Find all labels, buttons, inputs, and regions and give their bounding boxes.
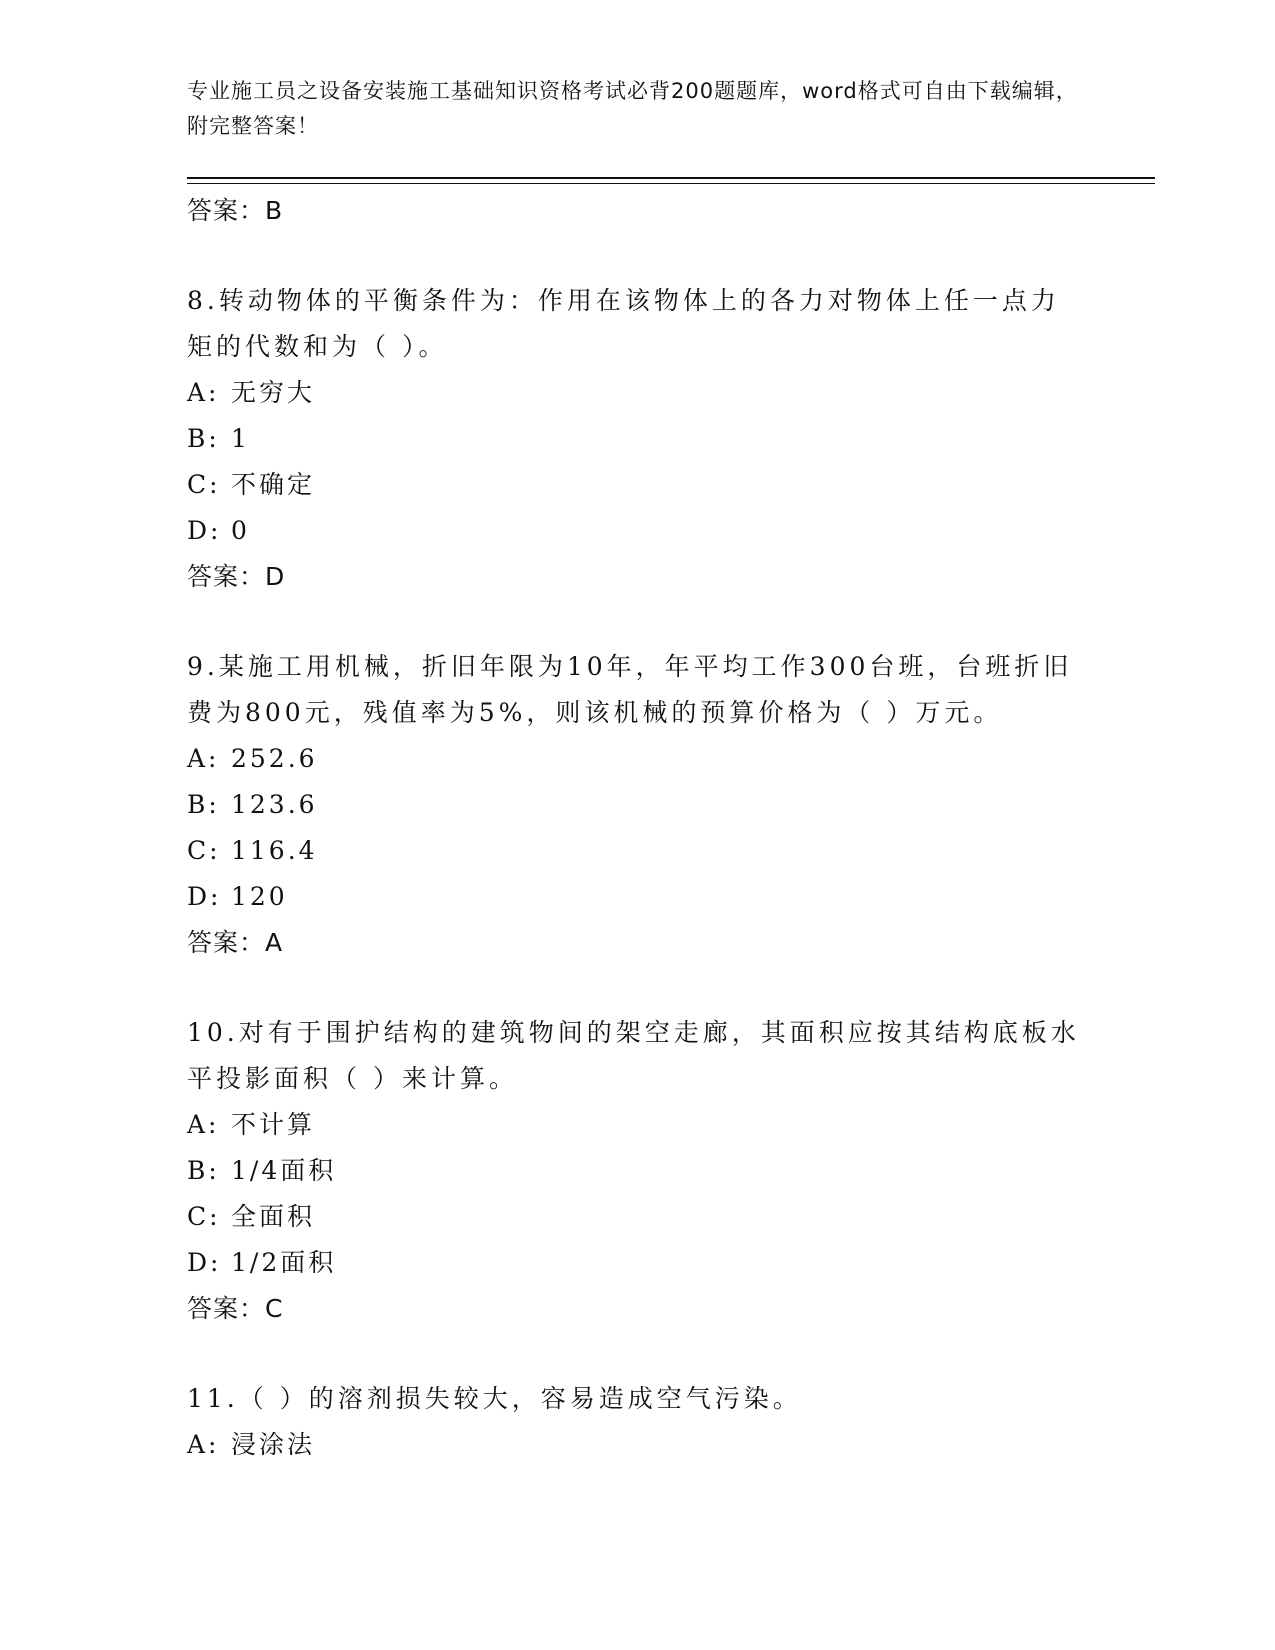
option-key: C: bbox=[187, 1202, 221, 1231]
option-c bbox=[187, 1194, 1087, 1240]
question-text: 9.某施工用机械，折旧年限为10年，年平均工作300台班，台班折旧费为800元，残值率为5%，则该机械的预算价格为（ ）万元。 bbox=[187, 652, 1073, 727]
option-key: C: bbox=[187, 836, 221, 865]
option-key: B: bbox=[187, 790, 220, 819]
option-key: A: bbox=[187, 1110, 220, 1139]
option-value: 123.6 bbox=[231, 790, 318, 819]
option-key: A: bbox=[187, 378, 220, 407]
option-key: C: bbox=[187, 470, 221, 499]
answer-line: 答案：B bbox=[187, 196, 284, 225]
option-a bbox=[187, 736, 1087, 782]
header-divider-thick bbox=[187, 177, 1155, 179]
option-value: 无穷大 bbox=[231, 378, 316, 407]
option-value: 1/2面积 bbox=[231, 1248, 337, 1277]
option-value: 252.6 bbox=[231, 744, 318, 773]
option-value: 1 bbox=[231, 424, 250, 453]
option-key: D: bbox=[187, 1248, 222, 1277]
question-10 bbox=[187, 1010, 1087, 1332]
option-value: 120 bbox=[231, 882, 288, 911]
document-body bbox=[187, 188, 1087, 1468]
option-b bbox=[187, 782, 1087, 828]
answer-line: 答案：A bbox=[187, 928, 284, 957]
option-c bbox=[187, 828, 1087, 874]
option-key: A: bbox=[187, 744, 220, 773]
answer-line: 答案：D bbox=[187, 562, 286, 591]
option-a bbox=[187, 1422, 1087, 1468]
question-9 bbox=[187, 644, 1087, 966]
option-value: 116.4 bbox=[231, 836, 318, 865]
option-a bbox=[187, 370, 1087, 416]
option-key: A: bbox=[187, 1430, 220, 1459]
question-11 bbox=[187, 1376, 1087, 1468]
option-value: 全面积 bbox=[231, 1202, 316, 1231]
option-d bbox=[187, 1240, 1087, 1286]
option-key: D: bbox=[187, 882, 222, 911]
option-key: B: bbox=[187, 1156, 220, 1185]
answer-line: 答案：C bbox=[187, 1294, 284, 1323]
option-b bbox=[187, 416, 1087, 462]
option-d bbox=[187, 508, 1087, 554]
header-divider-thin bbox=[187, 183, 1155, 184]
question-text: 8.转动物体的平衡条件为：作用在该物体上的各力对物体上任一点力矩的代数和为（ ）。 bbox=[187, 286, 1060, 361]
option-value: 不计算 bbox=[231, 1110, 316, 1139]
option-value: 不确定 bbox=[231, 470, 316, 499]
option-key: B: bbox=[187, 424, 220, 453]
option-value: 浸涂法 bbox=[231, 1430, 316, 1459]
option-d bbox=[187, 874, 1087, 920]
option-value: 1/4面积 bbox=[231, 1156, 337, 1185]
option-b bbox=[187, 1148, 1087, 1194]
option-a bbox=[187, 1102, 1087, 1148]
question-8 bbox=[187, 278, 1087, 600]
option-value: 0 bbox=[231, 516, 250, 545]
question-text: 10.对有于围护结构的建筑物间的架空走廊，其面积应按其结构底板水平投影面积（ ）来计算。 bbox=[187, 1018, 1080, 1093]
option-c bbox=[187, 462, 1087, 508]
question-text: 11.（ ）的溶剂损失较大，容易造成空气污染。 bbox=[187, 1384, 802, 1413]
document-header: 专业施工员之设备安装施工基础知识资格考试必背200题题库，word格式可自由下载编辑，附完整答案！ bbox=[187, 79, 1078, 138]
option-key: D: bbox=[187, 516, 222, 545]
